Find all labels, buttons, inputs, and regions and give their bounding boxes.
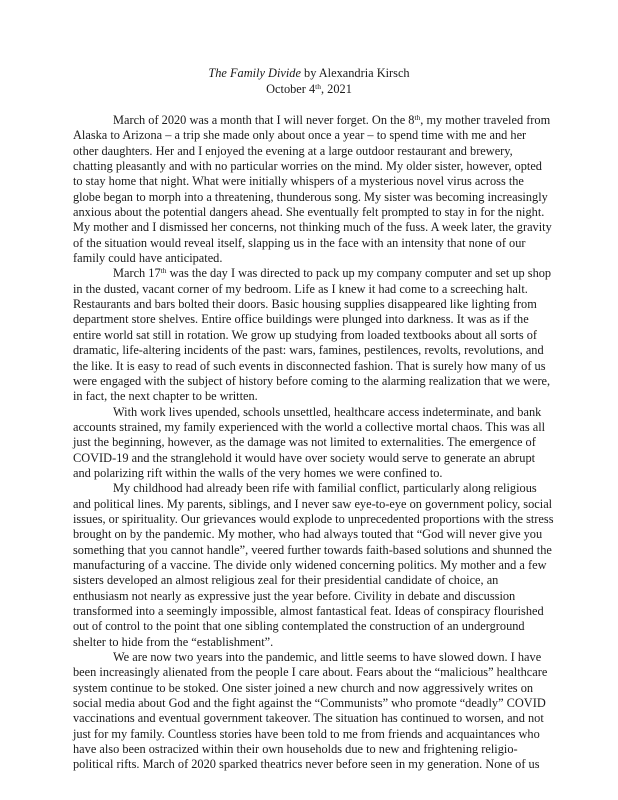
text-line [73, 389, 553, 404]
text-line [73, 742, 553, 757]
text-line [73, 573, 553, 588]
text-run: of the situation would reveal itself, slapping us in the face with an intensity that none of our [73, 235, 526, 250]
text-run: just for my family. Countless stories have been told to me from friends and acquaintances who [73, 726, 540, 741]
title-italic: The Family Divide [208, 66, 301, 80]
text-line [73, 665, 553, 680]
text-line [73, 481, 553, 496]
text-line [73, 190, 553, 205]
text-line [73, 343, 553, 358]
text-run: system continue to be stoked. One sister joined a new church and now aggressively writes on [73, 680, 534, 695]
text-run: , my mother traveled from [420, 113, 551, 127]
text-line [73, 359, 553, 374]
text-run: other daughters. Her and I enjoyed the evening at a large outdoor restaurant and brewery, [73, 143, 513, 158]
text-line [73, 512, 553, 527]
text-run: chatting pleasantly and with no particular worries on the mind. My older sister, however, opted [73, 159, 542, 174]
title-author: by Alexandria Kirsch [300, 66, 410, 80]
text-line [73, 113, 553, 128]
text-run: and political lines. My parents, siblings, and I never saw eye-to-eye on government policy, social [73, 496, 553, 511]
text-run: something that you cannot handle”, veered further towards faith-based solutions and shunned the [73, 542, 552, 557]
text-line [73, 205, 553, 220]
text-line [73, 711, 553, 726]
text-run: dramatic, life-altering incidents of the past: wars, famines, pestilences, revolts, revolutions, and [73, 343, 544, 358]
text-line [73, 174, 553, 189]
text-run: anxious about the potential dangers ahead. She eventually felt prompted to stay in for the night. [73, 205, 545, 220]
text-run: Restaurants and bars bolted their doors. Basic housing supplies disappeared like lighting from [73, 297, 537, 312]
text-run: and polarizing rift within the walls of the very homes we were confined to. [73, 465, 443, 480]
text-line [73, 650, 553, 665]
text-line [73, 727, 553, 742]
text-line [73, 266, 553, 281]
text-run: manufacturing of a vaccine. The divide only widened concerning politics. My mother and a few [73, 557, 547, 572]
text-run: department store shelves. Entire office buildings were plunged into darkness. It was as if the [73, 312, 529, 327]
ordinal-superscript: th [414, 113, 421, 122]
text-run: was the day I was directed to pack up my company computer and set up shop [166, 266, 552, 281]
text-run: out of control to the point that one sibling contemplated the construction of an underground [73, 619, 525, 634]
text-run: transformed into a seemingly impossible, almost fantastical feat. Ideas of conspiracy flourished [73, 604, 544, 618]
text-run: My mother and I dismissed her concerns, not thinking much of the fuss. A week later, the gravity [73, 220, 552, 235]
text-line [73, 681, 553, 696]
text-line [73, 451, 553, 466]
text-run: March 17 [113, 266, 161, 281]
text-line [73, 435, 553, 450]
text-run: March of 2020 was a month that I will never forget. On the 8 [113, 113, 415, 127]
text-run: have also been ostracized within their own households due to new and frightening religio- [73, 742, 518, 757]
document-title [0, 66, 618, 81]
text-line [73, 220, 553, 235]
text-line [73, 251, 553, 266]
text-run: vaccinations and eventual government takeover. The situation has continued to worsen, and not [73, 711, 544, 726]
text-line [73, 297, 553, 312]
document-date [0, 82, 618, 97]
text-line [73, 159, 553, 174]
date-ordinal: th [315, 81, 321, 91]
text-line [73, 236, 553, 251]
text-run: shelter to hide from the “establishment”. [73, 634, 274, 649]
text-run: in fact, the next chapter to be written. [73, 389, 258, 404]
text-line [73, 543, 553, 558]
text-line [73, 282, 553, 297]
text-run: the like. It is easy to read of such events in disconnected fashion. That is surely how many of us [73, 358, 546, 373]
text-line [73, 466, 553, 481]
text-run: entire world sat still in rotation. We grow up studying from loaded textbooks about all sorts of [73, 327, 537, 342]
text-run: family could have anticipated. [73, 251, 223, 266]
text-line [73, 128, 553, 143]
text-run: With work lives upended, schools unsettled, healthcare access indeterminate, and bank [113, 404, 542, 419]
text-line [73, 696, 553, 711]
text-run: been increasingly alienated from the people I care about. Fears about the “malicious” healthcare [73, 665, 548, 680]
text-line [73, 619, 553, 634]
text-run: issues, or spirituality. Our grievances would explode to unprecedented proportions with the stress [73, 511, 554, 526]
text-run: in the dusted, vacant corner of my bedroom. Life as I knew it had come to a screeching halt. [73, 281, 528, 296]
date-month-day: October 4 [266, 81, 316, 96]
text-line [73, 757, 553, 772]
text-line [73, 312, 553, 327]
text-line [73, 374, 553, 389]
text-run: just the beginning, however, as the damage was not limited to externalities. The emergence of [73, 435, 536, 450]
text-line [73, 328, 553, 343]
text-run: enthusiasm not nearly as expressive just the year before. Civility in debate and discussion [73, 588, 516, 603]
text-run: political rifts. March of 2020 sparked theatrics never before seen in my generation. None of us [73, 757, 540, 772]
text-run: COVID-19 and the stranglehold it would have over society would serve to generate an abrupt [73, 450, 536, 465]
text-run: Alaska to Arizona – a trip she made only about once a year – to spend time with me and her [73, 128, 527, 143]
text-run: sisters developed an almost religious zeal for their presidential candidate of choice, an [73, 573, 499, 588]
text-line [73, 604, 553, 619]
date-year: , 2021 [321, 81, 352, 96]
text-line [73, 589, 553, 604]
text-run: globe began to morph into a threatening, thunderous song. My sister was becoming increasingly [73, 189, 548, 204]
text-line [73, 405, 553, 420]
text-line [73, 144, 553, 159]
text-line [73, 635, 553, 650]
ordinal-superscript: th [160, 266, 167, 276]
text-line [73, 420, 553, 435]
text-run: brought on by the pandemic. My mother, who had always touted that “God will never give you [73, 527, 543, 542]
text-run: We are now two years into the pandemic, and little seems to have slowed down. I have [113, 650, 542, 665]
text-run: to stay home that night. What were initially whispers of a mysterious novel virus across the [73, 174, 524, 189]
text-line [73, 497, 553, 512]
text-run: My childhood had already been rife with familial conflict, particularly along religious [113, 481, 537, 496]
text-line [73, 527, 553, 542]
text-run: were engaged with the subject of history before coming to the alarming realization that we were, [73, 373, 551, 388]
document-body [73, 113, 553, 773]
text-run: social media about God and the fight against the “Communists” who promote “deadly” COVID [73, 696, 546, 711]
text-line [73, 558, 553, 573]
text-run: accounts strained, my family experienced with the world a collective mortal chaos. This was all [73, 419, 546, 434]
